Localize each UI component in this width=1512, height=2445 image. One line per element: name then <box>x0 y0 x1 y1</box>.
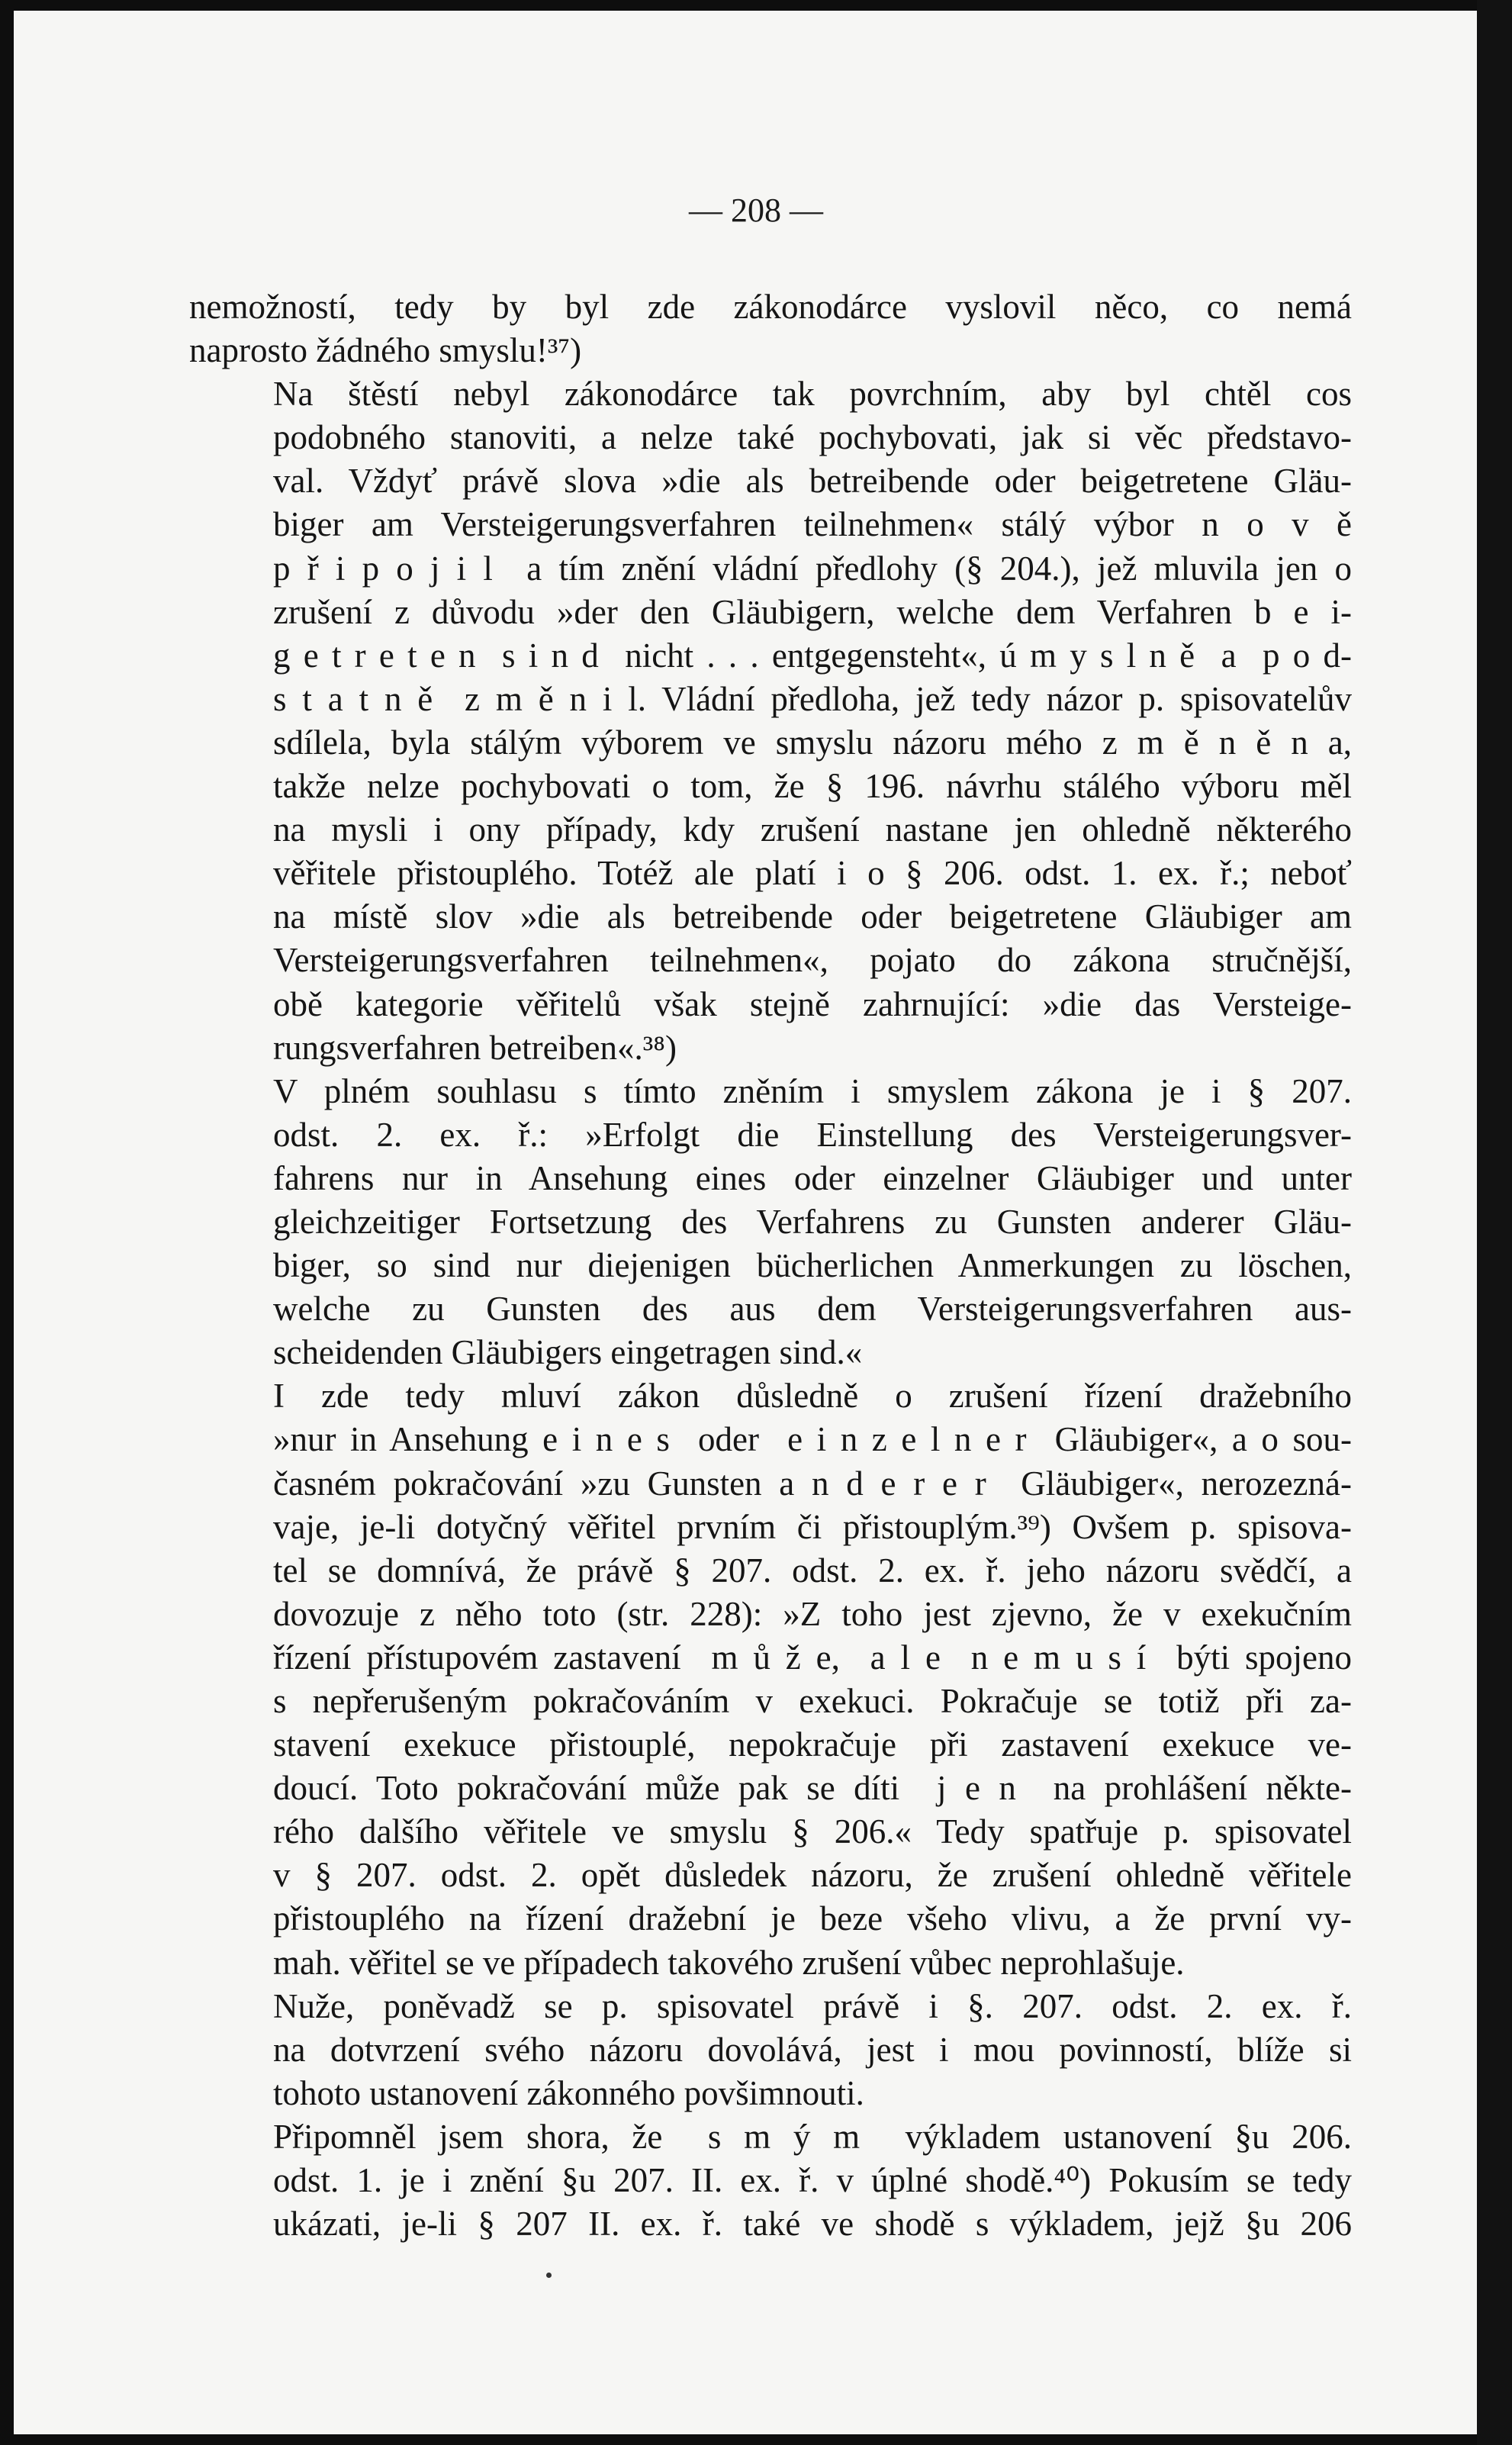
text-line: odst. 2. ex. ř.: »Erfolgt die Einstellung des Versteigerungsver- <box>273 1115 1352 1154</box>
text-line: s nepřerušeným pokračováním v exekuci. Pokračuje se totiž při za- <box>273 1682 1352 1720</box>
paragraph <box>189 2115 1352 2246</box>
text-line: biger am Versteigerungsverfahren teilnehmen« stálý výbor n o v ě <box>273 505 1352 544</box>
text-line: biger, so sind nur diejenigen bücherlichen Anmerkungen zu löschen, <box>273 1246 1352 1285</box>
text-line: gleichzeitiger Fortsetzung des Verfahrens zu Gunsten anderer Gläu- <box>273 1202 1352 1241</box>
text-line: sdílela, byla stálým výborem ve smyslu názoru mého z m ě n ě n a, <box>273 723 1352 762</box>
paragraph <box>189 372 1352 1070</box>
text-line: řízení přístupovém zastavení m ů ž e, a l e n e m u s í býti spojeno <box>273 1638 1352 1677</box>
text-line: na mysli i ony případy, kdy zrušení nastane jen ohledně některého <box>273 810 1352 849</box>
text-line: časném pokračování »zu Gunsten a n d e r e r Gläubiger«, nerozezná- <box>273 1464 1352 1503</box>
text-line: nemožností, tedy by byl zde zákonodárce vyslovil něco, co nemá <box>189 288 1352 326</box>
text-line: stavení exekuce přistouplé, nepokračuje při zastavení exekuce ve- <box>273 1725 1352 1764</box>
text-line: V plném souhlasu s tímto zněním i smyslem zákona je i § 207. <box>273 1071 1352 1110</box>
text-line: podobného stanoviti, a nelze také pochybovati, jak si věc představo- <box>273 418 1352 457</box>
text-line: val. Vždyť právě slova »die als betreibende oder beigetretene Gläu- <box>273 462 1352 501</box>
text-line: doucí. Toto pokračování může pak se díti j e n na prohlášení někte- <box>273 1769 1352 1808</box>
text-line: přistouplého na řízení dražební je beze všeho vlivu, a že první vy- <box>273 1899 1352 1938</box>
text-line: zrušení z důvodu »der den Gläubigern, welche dem Verfahren b e i- <box>273 592 1352 631</box>
paragraph <box>189 1374 1352 1984</box>
text-line: takže nelze pochybovati o tom, že § 196. návrhu stálého výboru měl <box>273 767 1352 806</box>
text-line: Připomněl jsem shora, že s m ý m výkladem ustanovení §u 206. <box>273 2117 1352 2156</box>
body-text <box>189 285 1352 2246</box>
text-line: Versteigerungsverfahren teilnehmen«, pojato do zákona stručnější, <box>273 941 1352 980</box>
text-line: »nur in Ansehung e i n e s oder e i n z e l n e r Gläubiger«, a o sou- <box>273 1420 1352 1459</box>
text-line: s t a t n ě z m ě n i l. Vládní předloha, jež tedy názor p. spisovatelův <box>273 679 1352 718</box>
ink-speck <box>546 2273 552 2278</box>
text-line: Nuže, poněvadž se p. spisovatel právě i §. 207. odst. 2. ex. ř. <box>273 1986 1352 2025</box>
text-line: mah. věřitel se ve případech takového zrušení vůbec neprohlašuje. <box>273 1943 1185 1982</box>
text-line: ukázati, je-li § 207 II. ex. ř. také ve shodě s výkladem, jejž §u 206 <box>273 2205 1352 2244</box>
text-line: rého dalšího věřitele ve smyslu § 206.« Tedy spatřuje p. spisovatel <box>273 1812 1352 1851</box>
text-line: v § 207. odst. 2. opět důsledek názoru, že zrušení ohledně věřitele <box>273 1856 1352 1895</box>
paragraph <box>189 1070 1352 1375</box>
text-line: Na štěstí nebyl zákonodárce tak povrchním, aby byl chtěl cos <box>273 375 1352 414</box>
text-line: p ř i p o j i l a tím znění vládní předlohy (§ 204.), jež mluvila jen o <box>273 549 1352 588</box>
text-line: naprosto žádného smyslu!³⁷) <box>189 331 582 370</box>
text-line: welche zu Gunsten des aus dem Versteigerungsverfahren aus- <box>273 1290 1352 1329</box>
text-line: I zde tedy mluví zákon důsledně o zrušení řízení dražebního <box>273 1377 1352 1416</box>
text-line: g e t r e t e n s i n d nicht . . . entgegensteht«, ú m y s l n ě a p o d- <box>273 636 1352 675</box>
text-line: tohoto ustanovení zákonného povšimnouti. <box>273 2073 864 2112</box>
text-line: na dotvrzení svého názoru dovolává, jest i mou povinností, blíže si <box>273 2030 1352 2069</box>
text-line: na místě slov »die als betreibende oder beigetretene Gläubiger am <box>273 897 1352 936</box>
text-line: rungsverfahren betreiben«.³⁸) <box>273 1028 677 1067</box>
scan-edge <box>1477 0 1512 2445</box>
text-line: obě kategorie věřitelů však stejně zahrnující: »die das Versteige- <box>273 984 1352 1023</box>
text-line: dovozuje z něho toto (str. 228): »Z toho jest zjevno, že v exekučním <box>273 1594 1352 1633</box>
text-line: tel se domnívá, že právě § 207. odst. 2. ex. ř. jeho názoru svědčí, a <box>273 1551 1352 1590</box>
text-line: vaje, je-li dotyčný věřitel prvním či přistouplým.³⁹) Ovšem p. spisova- <box>273 1507 1352 1546</box>
text-line: věřitele přistouplého. Totéž ale platí i o § 206. odst. 1. ex. ř.; neboť <box>273 854 1352 893</box>
text-line: fahrens nur in Ansehung eines oder einzelner Gläubiger und unter <box>273 1158 1352 1197</box>
text-line: odst. 1. je i znění §u 207. II. ex. ř. v úplné shodě.⁴⁰) Pokusím se tedy <box>273 2161 1352 2200</box>
text-line: scheidenden Gläubigers eingetragen sind.« <box>273 1333 863 1372</box>
page-number: — 208 — <box>689 192 823 229</box>
paragraph <box>189 285 1352 372</box>
paragraph <box>189 1985 1352 2115</box>
